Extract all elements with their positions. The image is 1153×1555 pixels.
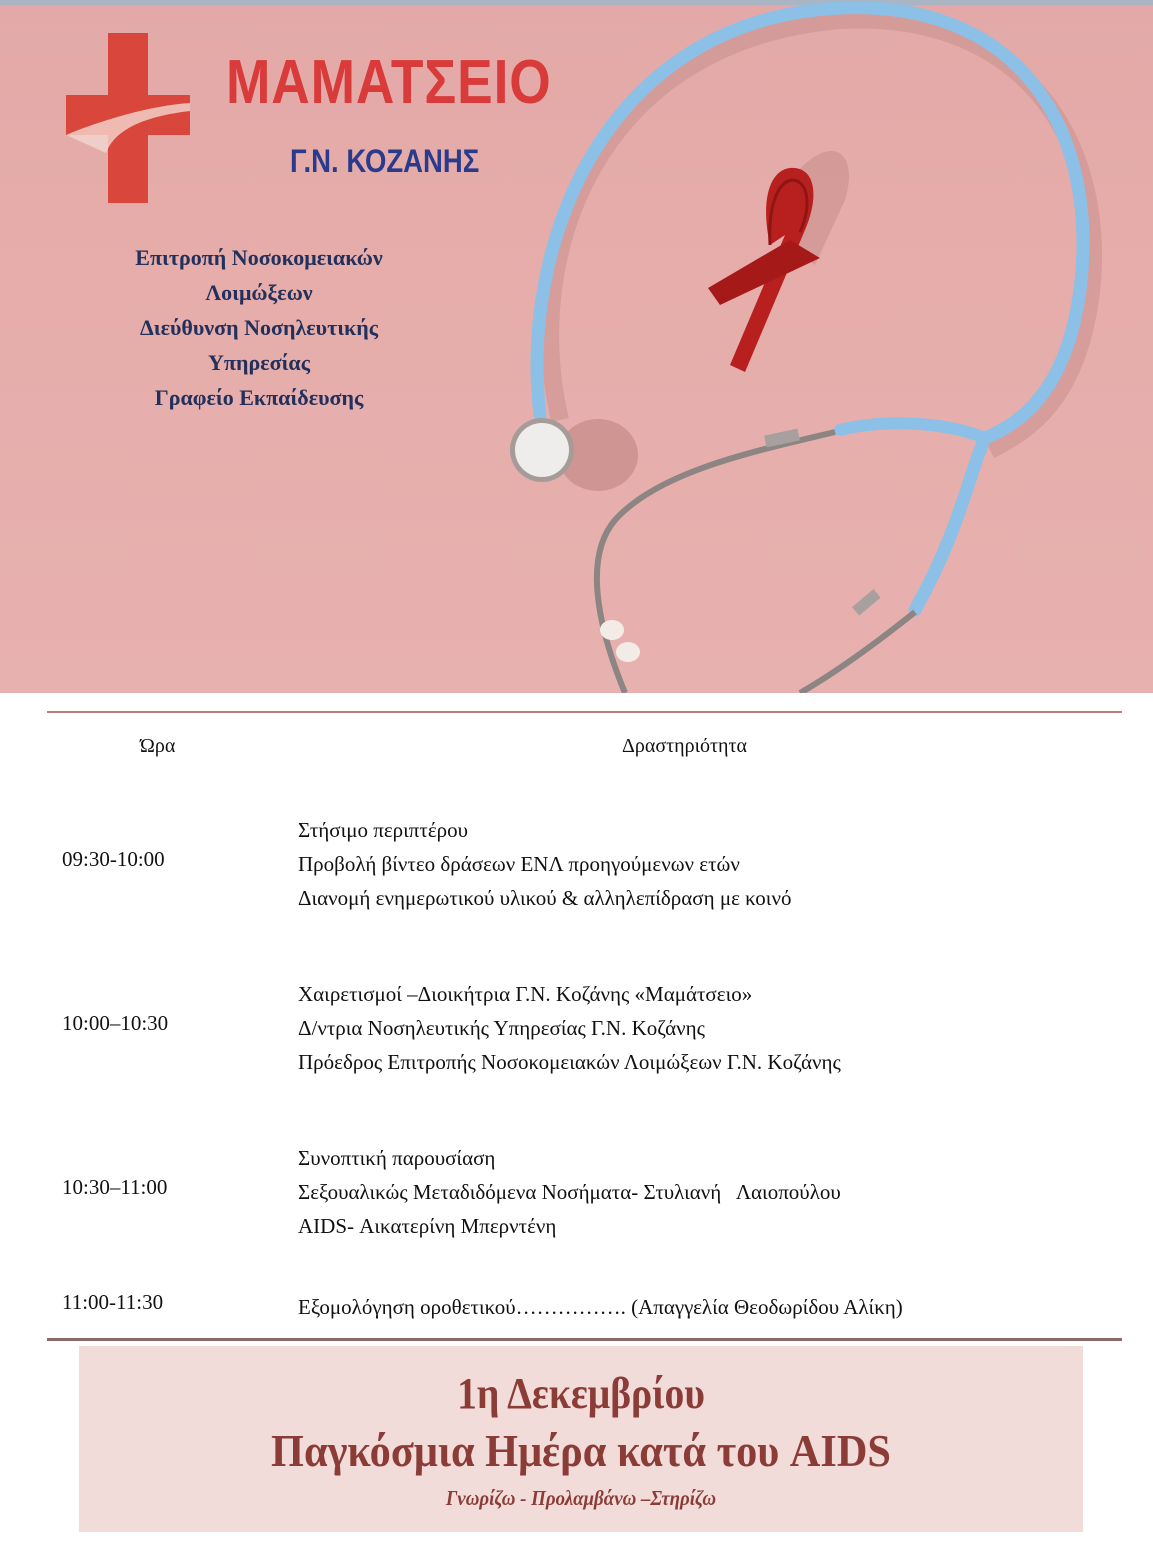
schedule-activity: Δ/ντρια Νοσηλευτικής Υπηρεσίας Γ.Ν. Κοζάνης [298, 1016, 705, 1040]
schedule-activity: Διανομή ενημερωτικού υλικού & αλληλεπίδραση με κοινό [298, 886, 792, 910]
schedule-time: 10:30–11:00 [62, 1175, 168, 1199]
organizer-line: Επιτροπή Νοσοκομειακών [135, 245, 383, 270]
binaural-spring-2 [852, 589, 881, 615]
organizers-block [92, 240, 426, 415]
column-header-time: Ώρα [140, 735, 176, 757]
organizer-line: Υπηρεσίας [208, 350, 310, 375]
schedule-activity: Εξομολόγηση οροθετικού……………. (Απαγγελία Θεοδωρίδου Αλίκη) [298, 1295, 903, 1319]
organizer-line: Λοιμώξεων [205, 280, 313, 305]
hospital-subtitle: Γ.Ν. ΚΟΖΑΝΗΣ [290, 143, 480, 179]
schedule-activity: AIDS- Αικατερίνη Μπερντένη [298, 1214, 557, 1238]
table-bottom-divider [47, 1338, 1122, 1341]
schedule-activity: Πρόεδρος Επιτροπής Νοσοκομειακών Λοιμώξεων Γ.Ν. Κοζάνης [298, 1050, 841, 1074]
stethoscope-binaural-right [800, 612, 915, 693]
event-slogan: Γνωρίζω - Προλαμβάνω –Στηρίζω [445, 1486, 717, 1510]
earpiece-2 [616, 642, 640, 662]
schedule-activity: Σεξουαλικώς Μεταδιδόμενα Νοσήματα- Στυλιανή Λαιοπούλου [298, 1180, 841, 1204]
schedule-activity: Στήσιμο περιπτέρου [298, 818, 469, 842]
schedule-activity: Χαιρετισμοί –Διοικήτρια Γ.Ν. Κοζάνης «Μαμάτσειο» [298, 982, 753, 1006]
schedule-activity: Προβολή βίντεο δράσεων ΕΝΛ προηγούμενων ετών [298, 852, 740, 876]
medical-cross-icon [66, 33, 190, 203]
schedule-time: 11:00-11:30 [62, 1290, 164, 1314]
stethoscope-tube-branch [840, 423, 985, 438]
organizer-line: Γραφείο Εκπαίδευσης [154, 385, 364, 410]
event-banner [79, 1346, 1083, 1532]
event-title: Παγκόσμια Ημέρα κατά του AIDS [271, 1425, 891, 1476]
chestpiece-diaphragm [515, 423, 569, 477]
hero-image [0, 0, 1153, 693]
event-date: 1η Δεκεμβρίου [457, 1369, 705, 1418]
schedule-time: 10:00–10:30 [62, 1011, 169, 1035]
organizer-line: Διεύθυνση Νοσηλευτικής [139, 315, 379, 340]
earpiece [600, 620, 624, 640]
table-top-divider [47, 711, 1122, 713]
hospital-name: ΜΑΜΑΤΣΕΙΟ [226, 48, 552, 117]
column-header-activity: Δραστηριότητα [622, 735, 747, 757]
schedule-time: 09:30-10:00 [62, 847, 165, 871]
schedule-activity: Συνοπτική παρουσίαση [298, 1146, 496, 1170]
